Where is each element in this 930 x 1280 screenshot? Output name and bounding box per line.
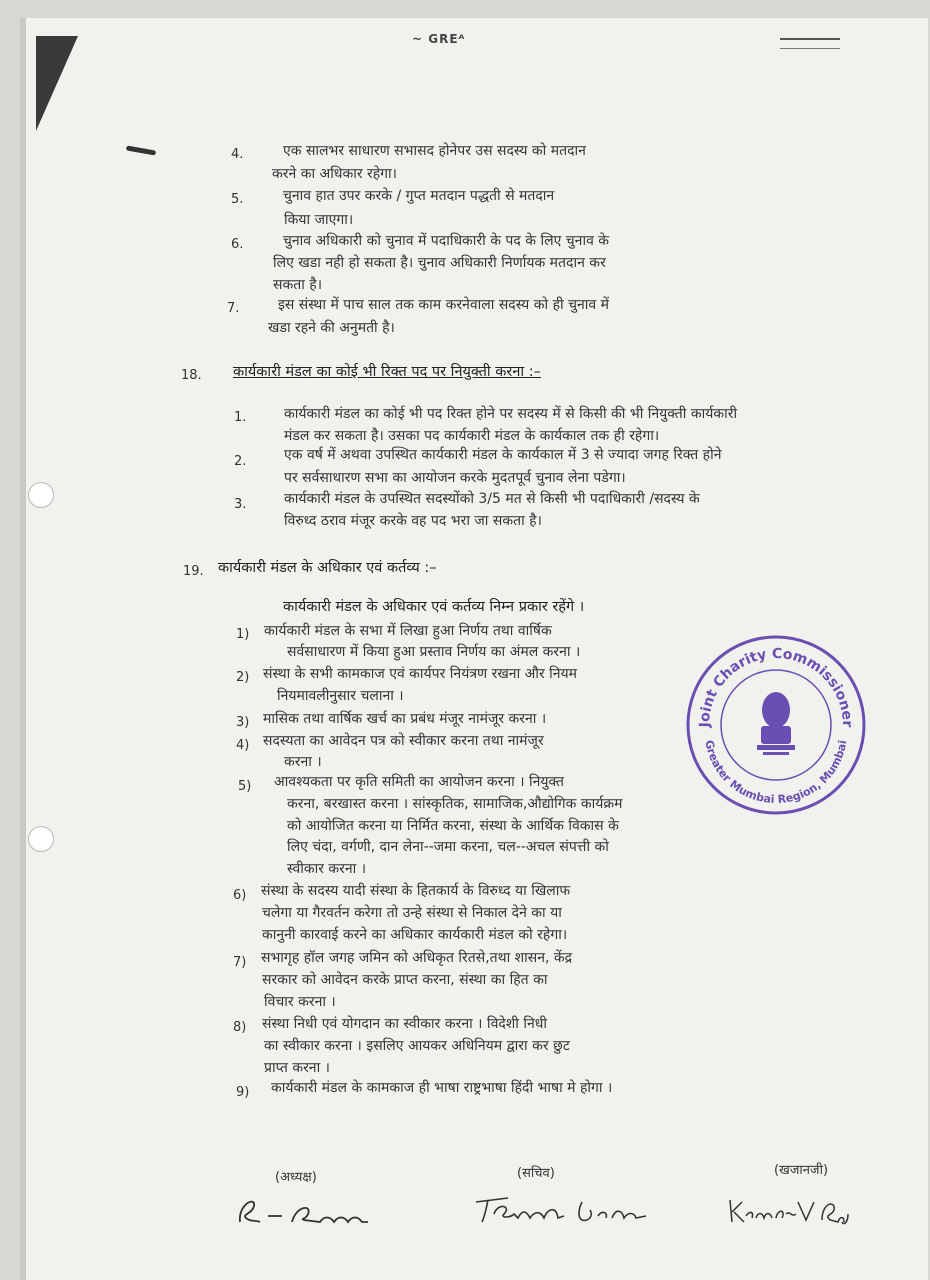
text-line: एक सालभर साधारण सभासद होनेपर उस सदस्य को मतदान [283,143,586,159]
text-line: कानुनी कारवाई करने का अधिकार कार्यकारी मंडल को रहेगा। [262,927,568,943]
text-line: करना । [284,754,322,770]
treasurer-signature [726,1192,856,1228]
text-line: सदस्यता का आवेदन पत्र को स्वीकार करना तथा नामंजूर [263,733,544,749]
item-number: 6. [231,237,244,252]
text-line: विरुध्द ठराव मंजूर करके वह पद भरा जा सकता है। [284,513,542,529]
item-number: 5) [238,779,252,794]
president-role: (अध्यक्ष) [275,1170,317,1185]
top-rule-2 [780,48,840,49]
text-line: कार्यकारी मंडल का कोई भी पद रिक्त होने पर सदस्य में से किसी की भी नियुक्ती कार्यकारी [284,406,738,422]
section-heading: कार्यकारी मंडल का कोई भी रिक्त पद पर नियुक्ती करना :– [233,364,541,380]
text-line: आवश्यकता पर कृति समिती का आयोजन करना । नियुक्त [274,774,564,790]
item-number: 6) [233,888,247,903]
president-signature [234,1192,404,1232]
text-line: संस्था निधी एवं योगदान का स्वीकार करना । विदेशी निधी [262,1016,548,1032]
treasurer-role: (खजानजी) [774,1163,829,1178]
text-line: चुनाव अधिकारी को चुनाव में पदाधिकारी के पद के लिए चुनाव के [283,233,610,249]
text-line: इस संस्था में पाच साल तक काम करनेवाला सदस्य को ही चुनाव में [278,297,609,313]
punch-hole-2 [28,826,54,852]
text-line: सकता है। [273,277,323,293]
header-fragment: ~ GREᴬ [412,32,466,46]
text-line: का स्वीकार करना । इसलिए आयकर अधिनियम द्वारा कर छुट [264,1038,570,1054]
text-line: को आयोजित करना या निर्मित करना, संस्था के आर्थिक विकास के [287,818,619,834]
item-number: 5. [231,192,244,207]
item-number: 3) [236,715,250,730]
text-line: कार्यकारी मंडल के कामकाज ही भाषा राष्ट्रभाषा हिंदी भाषा मे होगा । [271,1080,613,1096]
text-line: खडा रहने की अनुमती है। [268,320,395,336]
text-line: मासिक तथा वार्षिक खर्च का प्रबंध मंजूर नामंजूर करना । [263,711,547,727]
text-line: लिए चंदा, वर्गणी, दान लेना--जमा करना, चल--अचल संपत्ती को [287,839,609,855]
item-number: 7) [233,955,247,970]
official-stamp [683,632,869,818]
text-line: कार्यकारी मंडल के उपस्थित सदस्योंको 3/5 मत से किसी भी पदाधिकारी /सदस्य के [284,491,700,507]
item-number: 9) [236,1085,250,1100]
text-line: संस्था के सदस्य यादी संस्था के हितकार्य के विरुध्द या खिलाफ [261,883,571,899]
text-line: करना, बरखास्त करना । सांस्कृतिक, सामाजिक,औद्योगिक कार्यक्रम [287,796,623,812]
item-number: 2. [234,454,247,469]
section-heading: कार्यकारी मंडल के अधिकार एवं कर्तव्य :– [218,560,437,576]
text-line: प्राप्त करना । [264,1060,330,1076]
text-line: किया जाएगा। [284,212,354,228]
text-line: कार्यकारी मंडल के सभा में लिखा हुआ निर्णय तथा वार्षिक [264,623,552,639]
text-line: करने का अधिकार रहेगा। [272,166,397,182]
text-line: पर सर्वसाधारण सभा का आयोजन करके मुदतपूर्व चुनाव लेना पडेगा। [284,470,626,486]
item-number: 4. [231,147,244,162]
text-line: स्वीकार करना । [287,861,367,877]
item-number: 2) [236,670,250,685]
punch-hole-1 [28,482,54,508]
item-number: 8) [233,1020,247,1035]
item-number: 7. [227,301,240,316]
text-line: चुनाव हात उपर करके / गुप्त मतदान पद्धती से मतदान [283,188,555,204]
text-line: लिए खडा नही हो सकता है। चुनाव अधिकारी निर्णायक मतदान कर [273,255,606,271]
section-number: 18. [181,368,202,383]
text-line: एक वर्ष में अथवा उपस्थित कार्यकारी मंडल के कार्यकाल में 3 से ज्यादा जगह रिक्त होने [284,447,722,463]
text-line: विचार करना । [264,994,336,1010]
secretary-role: (सचिव) [517,1166,555,1181]
secretary-signature [470,1188,670,1228]
text-line: सरकार को आवेदन करके प्राप्त करना, संस्था का हित का [262,972,548,988]
text-line: नियमावलीनुसार चलाना । [277,688,404,704]
text-line: सभागृह हॉल जगह जमिन को अधिकृत रितसे,तथा शासन, केंद्र [261,950,573,966]
item-number: 1) [236,627,250,642]
stamp-ring-text: Joint Charity Commissioner [696,645,856,728]
text-line: चलेगा या गैरवर्तन करेगा तो उन्हे संस्था से निकाल देने का या [262,905,562,921]
item-number: 3. [234,497,247,512]
text-line: सर्वसाधारण में किया हुआ प्रस्ताव निर्णय का अंमल करना । [287,644,581,660]
corner-shadow [36,36,78,131]
top-rule [780,38,840,40]
page-edge [20,18,26,1280]
text-line: संस्था के सभी कामकाज एवं कार्यपर नियंत्रण रखना और नियम [263,666,578,682]
stamp-bottom-text: Greater Mumbai Region, Mumbai [702,738,850,807]
item-number: 4) [236,738,250,753]
emblem-icon [757,692,795,755]
section-intro: कार्यकारी मंडल के अधिकार एवं कर्तव्य निम्न प्रकार रहेंगे । [283,599,585,615]
item-number: 1. [234,410,247,425]
text-line: मंडल कर सकता है। उसका पद कार्यकारी मंडल के कार्यकाल तक ही रहेगा। [284,428,660,444]
section-number: 19. [183,564,204,579]
